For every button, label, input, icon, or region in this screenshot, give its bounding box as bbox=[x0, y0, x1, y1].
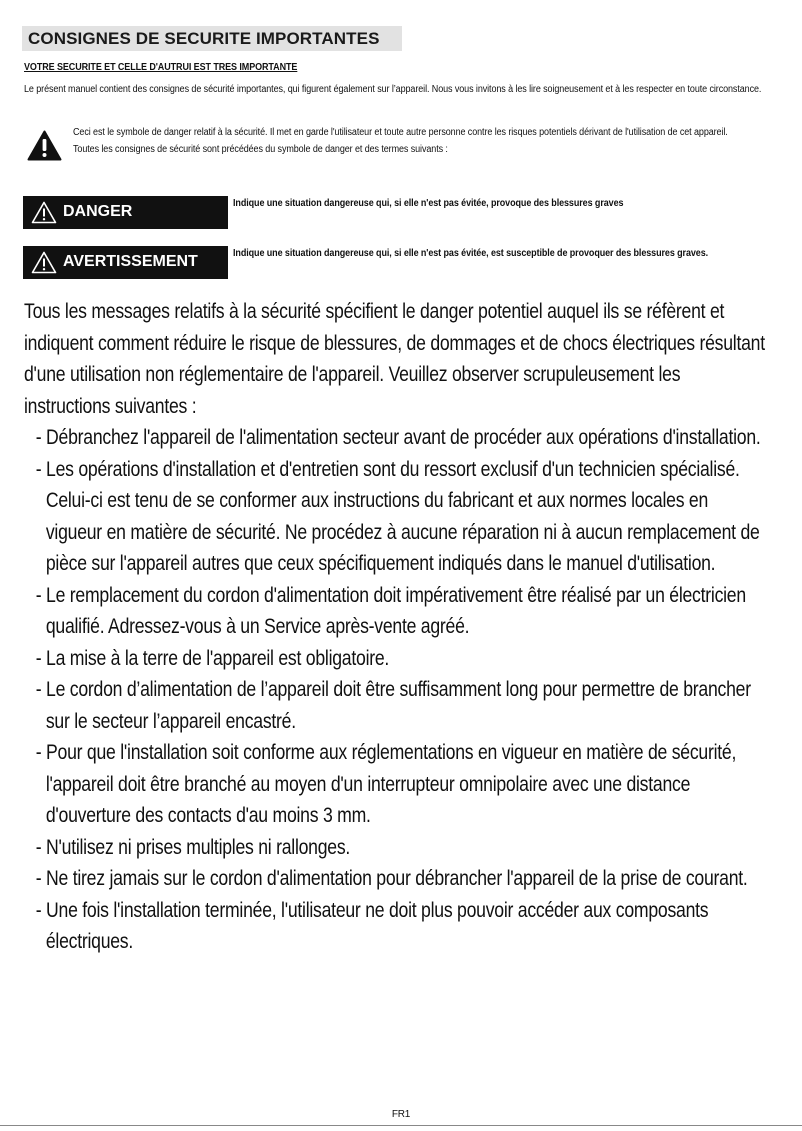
symbol-text-line2: Toutes les consignes de sécurité sont précédées du symbole de danger et des termes suivants : bbox=[73, 143, 448, 155]
list-item: - La mise à la terre de l'appareil est obligatoire. bbox=[35, 646, 390, 670]
danger-badge bbox=[23, 196, 228, 229]
body-paragraph: Tous les messages relatifs à la sécurité spécifient le danger potentiel auquel ils se réfèrent et indiquent comment réduire le risque de blessures, de dommages et de chocs électriques résultant d'une utilisation non réglementaire de l'appareil. Veuillez observer scrupuleusement les instructions suivantes : bbox=[24, 300, 765, 418]
subtitle: VOTRE SECURITE ET CELLE D'AUTRUI EST TRES IMPORTANTE bbox=[24, 62, 298, 73]
list-item: - Les opérations d'installation et d'entretien sont du ressort exclusif d'un technicien spécialisé. Celui-ci est tenu de se conformer aux instructions du fabricant et aux normes locales en vigueur en matière de sécurité. Ne procédez à aucune réparation ni à aucun remplacement de pièce sur l'appareil autres que ceux spécifiquement indiqués dans le manuel d'utilisation. bbox=[35, 457, 760, 575]
warning-label: AVERTISSEMENT bbox=[63, 253, 198, 270]
list-item: - N'utilisez ni prises multiples ni rallonges. bbox=[35, 835, 351, 859]
title-bar bbox=[22, 26, 402, 51]
list-item: - Une fois l'installation terminée, l'utilisateur ne doit plus pouvoir accéder aux composants électriques. bbox=[35, 898, 709, 953]
list-item: - Débranchez l'appareil de l'alimentation secteur avant de procéder aux opérations d'installation. bbox=[35, 426, 761, 449]
page-number: FR1 bbox=[391, 1109, 411, 1120]
warning-badge bbox=[23, 246, 228, 279]
warning-description: Indique une situation dangereuse qui, si elle n'est pas évitée, est susceptible de provoquer des blessures graves. bbox=[233, 248, 709, 259]
intro-paragraph: Le présent manuel contient des consignes de sécurité importantes, qui figurent également sur l’appareil. Nous vous invitons à les lire soigneusement et à les respecter en toute circonstance. bbox=[24, 84, 762, 95]
symbol-text-line1: Ceci est le symbole de danger relatif à la sécurité. Il met en garde l'utilisateur et toute autre personne contre les risques potentiels dérivant de l'utilisation de cet appareil. bbox=[73, 127, 728, 138]
instruction-list bbox=[24, 422, 767, 958]
danger-description: Indique une situation dangereuse qui, si elle n'est pas évitée, provoque des blessures graves bbox=[233, 198, 624, 209]
list-item: - Le cordon d’alimentation de l’appareil doit être suffisamment long pour permettre de brancher sur le secteur l’appareil encastré. bbox=[35, 678, 751, 733]
list-item: - Ne tirez jamais sur le cordon d'alimentation pour débrancher l'appareil de la prise de courant. bbox=[35, 867, 748, 890]
page-title: CONSIGNES DE SECURITE IMPORTANTES bbox=[28, 29, 380, 48]
symbol-explanation bbox=[73, 125, 770, 158]
warning-triangle-icon bbox=[31, 251, 57, 274]
footer-divider bbox=[0, 1125, 802, 1126]
danger-label: DANGER bbox=[63, 203, 133, 220]
warning-triangle-icon bbox=[27, 130, 62, 161]
safety-instructions bbox=[24, 296, 767, 958]
list-item: - Pour que l'installation soit conforme aux réglementations en vigueur en matière de sécurité, l'appareil doit être branché au moyen d'un interrupteur omnipolaire avec une distance d'ouverture des contacts d'au moins 3 mm. bbox=[35, 741, 737, 827]
warning-triangle-icon bbox=[31, 201, 57, 224]
list-item: - Le remplacement du cordon d'alimentation doit impérativement être réalisé par un électricien qualifié. Adressez-vous à un Service après-vente agréé. bbox=[35, 583, 746, 638]
